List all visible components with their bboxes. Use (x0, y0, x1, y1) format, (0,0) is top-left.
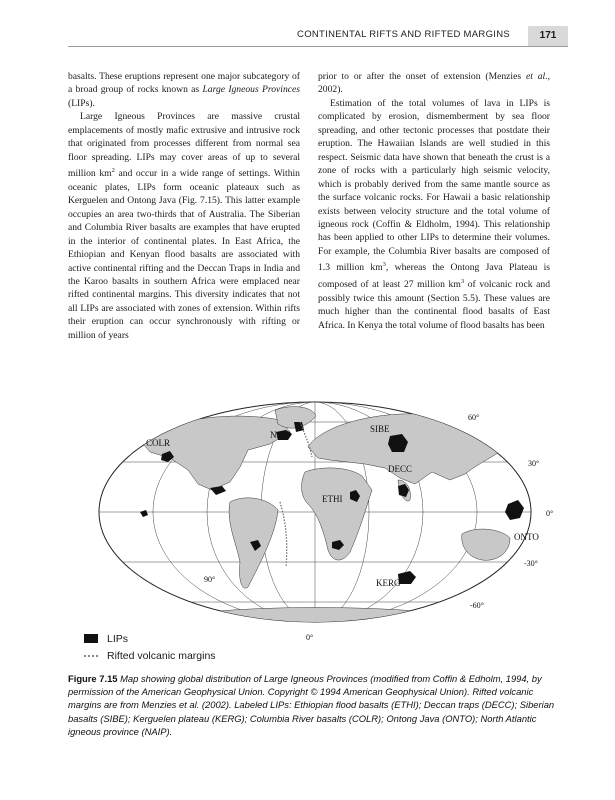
paragraph: prior to or after the onset of extension (Menzies et al., 2002). (318, 71, 550, 96)
page-header (68, 26, 568, 47)
running-title: CONTINENTAL RIFTS AND RIFTED MARGINS (297, 29, 510, 40)
coord-30n: 30° (528, 459, 540, 468)
coord-60s: -60° (470, 601, 484, 610)
coord-60n: 60° (468, 413, 480, 422)
label-kerg: KERG (376, 578, 401, 588)
antarctica (160, 608, 480, 633)
page-number: 171 (528, 26, 568, 46)
right-column (318, 70, 550, 332)
figure-caption (68, 672, 563, 738)
label-onto: ONTO (514, 532, 539, 542)
coord-90w: 90° (204, 575, 216, 584)
coord-90e: 90° (404, 575, 416, 584)
map-svg (80, 392, 560, 642)
figure-label: Figure 7.15 (68, 673, 118, 684)
lip-swatch-icon (84, 634, 98, 643)
dotted-line-icon (84, 655, 98, 657)
coord-30s: -30° (524, 559, 538, 568)
caption-text: Map showing global distribution of Large Igneous Provinces (modified from Coffin & Edholm, 1994, by permission of the American Geophysical Union. Copyright © 1994 American Geophysical Union). Rifted volcanic margins are from Menzies et al. (2002). Labeled LIPs: Ethiopian flood basalts (ETHI); Deccan traps (DECC); Siberian basalts (SIBE); Kerguelen plateau (KERG); Columbia River basalts (COLR); Ontong Java (ONTO); North Atlantic igneous province (NAIP). (68, 673, 555, 737)
map-legend (84, 630, 216, 664)
paragraph: basalts. These eruptions represent one major subcategory of a broad group of rocks known as Large Igneous Provinces (LIPs). (68, 71, 300, 109)
label-sibe: SIBE (370, 424, 390, 434)
lip-world-map (80, 392, 560, 642)
coord-0-lon: 0° (306, 633, 314, 642)
left-column (68, 70, 300, 342)
label-naip: NAIP (270, 430, 292, 440)
legend-label-rifted: Rifted volcanic margins (107, 649, 216, 662)
label-colr: COLR (146, 438, 171, 448)
paragraph: Estimation of the total volumes of lava in LIPs is complicated by erosion, dismemberment by sea floor spreading, and other tectonic processes that postdate their eruption. The Hawaiian Islands are well studied in this respect. Seismic data have shown that beneath the crust is a zone of rocks with a particularly high seismic velocity, which is probably derived from the same mantle source as the surface volcanic rocks. For Hawaii a basic relationship exists between velocity structure and the total volume of igneous rock (Coffin & Eldholm, 1994). This relationship has been applied to other LIPs to determine their volumes. For example, the Columbia River basalts are composed of 1.3 million $km^3$, whereas the Ontong Java Plateau is composed of at least 27 million $km^3$ of volcanic rock and possibly twice this amount (Section 5.5). These values are much higher than the continental flood basalts of East Africa. In Kenya the total volume of flood basalts has been (318, 97, 551, 331)
coord-0-lat: 0° (546, 509, 554, 518)
legend-label-lips: LIPs (107, 632, 129, 645)
legend-item-rifted (84, 647, 216, 664)
label-ethi: ETHI (322, 494, 343, 504)
label-decc: DECC (388, 464, 413, 474)
legend-item-lips (84, 630, 216, 647)
paragraph: Large Igneous Provinces are massive crustal emplacements of mostly mafic extrusive and intrusive rock that originated from processes different from normal sea floor spreading. LIPs may cover areas of up to several million $km^2$ and occur in a wide range of settings. Within oceanic plates, LIPs form oceanic plateaux such as Kerguelen and Ontong Java (Fig. 7.15). This latter example occupies an area two-thirds that of Australia. The Siberian and Columbia River basalts are examples that have erupted in the interior of continental plates. In East Africa, the Ethiopian and Kenyan flood basalts are associated with active continental rifting and the Deccan Traps in India and the Karoo basalts in southern Africa were emplaced near rifted continental margins. This diversity indicates that not all LIPs are associated with zones of extension. Within rifts their eruption can occur synchronously with rifting or million of years (68, 111, 300, 341)
